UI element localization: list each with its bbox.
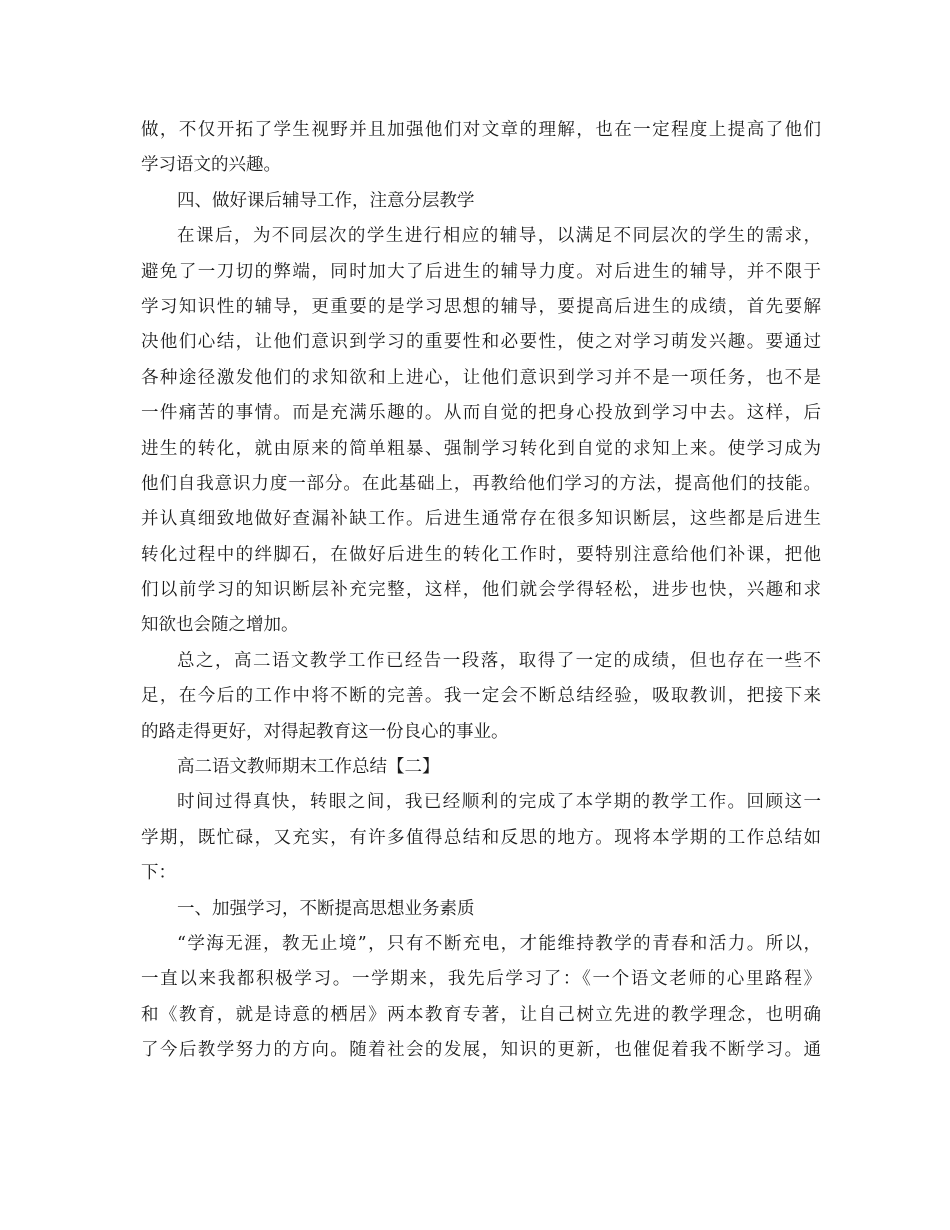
text-line: 在课后，为不同层次的学生进行相应的辅导，以满足不同层次的学生的需求， (177, 226, 821, 247)
text-line: 并认真细致地做好查漏补缺工作。后进生通常存在很多知识断层，这些都是后进生 (141, 509, 821, 530)
text-line: 学习语文的兴趣。 (141, 155, 281, 176)
text-line: 避免了一刀切的弊端，同时加大了后进生的辅导力度。对后进生的辅导，并不限于 (141, 261, 821, 282)
section-title: 高二语文教师期末工作总结【二】 (177, 757, 440, 778)
text-line: 了今后教学努力的方向。随着社会的发展，知识的更新，也催促着我不断学习。通 (141, 1040, 821, 1061)
text-line: 知欲也会随之增加。 (141, 615, 299, 636)
text-line: 他们自我意识力度一部分。在此基础上，再教给他们学习的方法，提高他们的技能。 (141, 473, 821, 494)
text-line: 一直以来我都积极学习。一学期来，我先后学习了：《一个语文老师的心里路程》 (141, 969, 821, 990)
text-line: 一件痛苦的事情。而是充满乐趣的。从而自觉的把身心投放到学习中去。这样，后 (141, 403, 821, 424)
text-line: 总之，高二语文教学工作已经告一段落，取得了一定的成绩，但也存在一些不 (177, 650, 821, 671)
text-line: 们以前学习的知识断层补充完整，这样，他们就会学得轻松，进步也快，兴趣和求 (141, 580, 821, 601)
text-line: 决他们心结，让他们意识到学习的重要性和必要性，使之对学习萌发兴趣。要通过 (141, 332, 821, 353)
text-line: 和《教育，就是诗意的栖居》两本教育专著，让自己树立先进的教学理念，也明确 (141, 1004, 821, 1025)
document-body (141, 113, 821, 1069)
text-line: 学习知识性的辅导，更重要的是学习思想的辅导，要提高后进生的成绩，首先要解 (141, 296, 821, 317)
text-line: 各种途径激发他们的求知欲和上进心，让他们意识到学习并不是一项任务，也不是 (141, 367, 821, 388)
text-line: 学期，既忙碌，又充实，有许多值得总结和反思的地方。现将本学期的工作总结如 (141, 827, 821, 848)
text-line: 进生的转化，就由原来的简单粗暴、强制学习转化到自觉的求知上来。使学习成为 (141, 438, 821, 459)
text-line: 做，不仅开拓了学生视野并且加强他们对文章的理解，也在一定程度上提高了他们 (141, 120, 821, 140)
text-line: 下： (141, 863, 176, 884)
section-heading: 四、做好课后辅导工作，注意分层教学 (177, 190, 475, 211)
text-line: 的路走得更好，对得起教育这一份良心的事业。 (141, 721, 509, 742)
section-heading: 一、加强学习，不断提高思想业务素质 (177, 898, 475, 919)
text-line: 时间过得真快，转眼之间，我已经顺利的完成了本学期的教学工作。回顾这一 (177, 792, 821, 813)
text-line: 足，在今后的工作中将不断的完善。我一定会不断总结经验，吸取教训，把接下来 (141, 686, 821, 707)
text-line: 转化过程中的绊脚石，在做好后进生的转化工作时，要特别注意给他们补课，把他 (141, 544, 821, 565)
text-line: “学海无涯，教无止境”，只有不断充电，才能维持教学的青春和活力。所以， (177, 933, 821, 954)
